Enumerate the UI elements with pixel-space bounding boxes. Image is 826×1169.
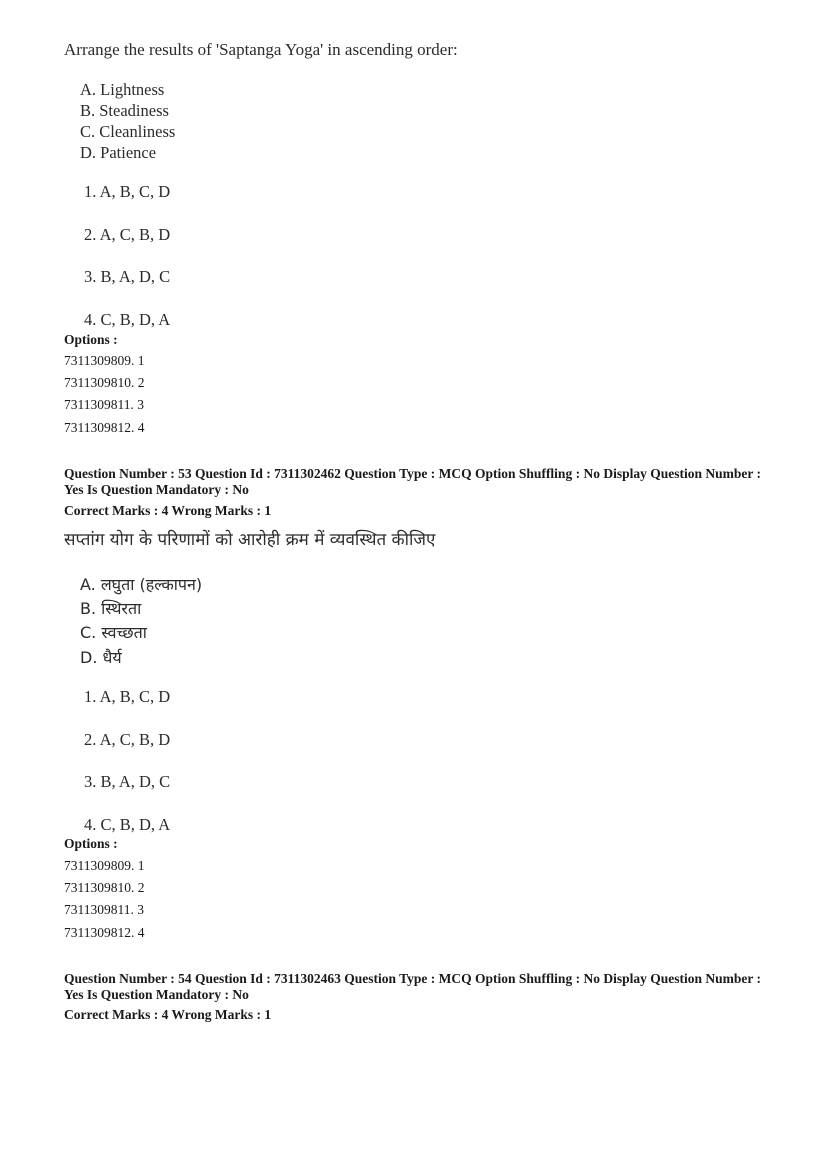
q53-statement-c: C. स्वच्छता (80, 623, 147, 642)
q53-option-2: 7311309810. 2 (64, 880, 145, 895)
q53-option-4: 7311309812. 4 (64, 925, 145, 940)
q52-choice-1: 1. A, B, C, D (84, 182, 171, 201)
q52-choice-4: 4. C, B, D, A (84, 310, 171, 329)
q52-choice-2: 2. A, C, B, D (84, 225, 171, 244)
q52-statement-d: D. Patience (80, 143, 157, 162)
q52-statement-b: B. Steadiness (80, 101, 169, 120)
q53-statement-d: D. धैर्य (80, 648, 122, 667)
q54-meta: Question Number : 54 Question Id : 7311302463 Question Type : MCQ Option Shuffling : No Display Question Number : Yes Is Question Mandatory : No (64, 971, 761, 1002)
q52-option-2: 7311309810. 2 (64, 375, 145, 390)
q52-statement-c: C. Cleanliness (80, 122, 176, 141)
q53-choice-3: 3. B, A, D, C (84, 772, 171, 791)
q53-choice-1: 1. A, B, C, D (84, 687, 171, 706)
q53-choice-4: 4. C, B, D, A (84, 815, 171, 834)
q53-statement-b: B. स्थिरता (80, 599, 142, 618)
q53-statement-a: A. लघुता (हल्कापन) (80, 575, 203, 594)
q53-options-label: Options : (64, 836, 118, 851)
q52-choice-3: 3. B, A, D, C (84, 267, 171, 286)
q53-meta: Question Number : 53 Question Id : 7311302462 Question Type : MCQ Option Shuffling : No Display Question Number : Yes Is Question Mandatory : No (64, 466, 761, 497)
q52-statement-a: A. Lightness (80, 80, 165, 99)
q52-option-3: 7311309811. 3 (64, 397, 144, 412)
q52-option-4: 7311309812. 4 (64, 420, 145, 435)
q53-marks: Correct Marks : 4 Wrong Marks : 1 (64, 503, 272, 518)
q53-question-text: सप्तांग योग के परिणामों को आरोही क्रम में व्यवस्थित कीजिए (64, 530, 436, 550)
q52-options-label: Options : (64, 332, 118, 347)
q53-option-1: 7311309809. 1 (64, 858, 145, 873)
q54-marks: Correct Marks : 4 Wrong Marks : 1 (64, 1007, 272, 1022)
q53-choice-2: 2. A, C, B, D (84, 730, 171, 749)
q52-option-1: 7311309809. 1 (64, 353, 145, 368)
q52-question-text: Arrange the results of 'Saptanga Yoga' in ascending order: (64, 40, 458, 59)
q53-option-3: 7311309811. 3 (64, 902, 144, 917)
